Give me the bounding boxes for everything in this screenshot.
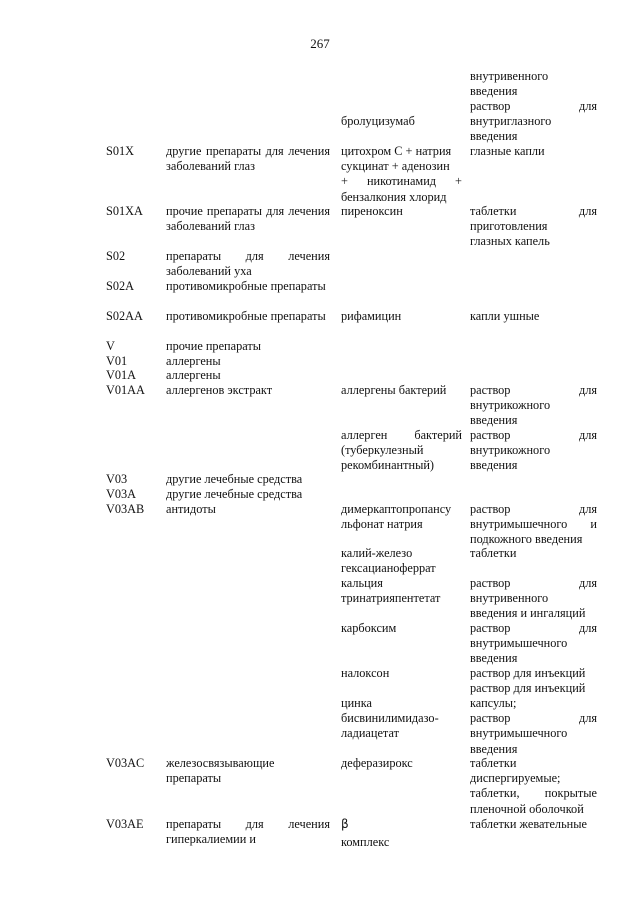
form-line: введения bbox=[470, 741, 518, 756]
form-line: раствор для bbox=[470, 383, 597, 397]
table-cell-name: препараты для лечения заболеваний уха bbox=[166, 249, 330, 279]
table-cell-drug: рифамицин bbox=[341, 309, 402, 323]
drug-line: цитохром C + натрия bbox=[341, 144, 452, 158]
form-line: пленочной оболочкой bbox=[470, 801, 584, 816]
table-cell-code: V bbox=[106, 339, 115, 353]
table-cell-form: раствор для инъекций bbox=[470, 666, 586, 680]
table-cell-drug: налоксон bbox=[341, 666, 390, 680]
table-cell-code: S02A bbox=[106, 279, 135, 293]
form-line: таблетки, покрытые bbox=[470, 786, 597, 801]
table-cell-drug: бролуцизумаб bbox=[341, 114, 415, 128]
form-line: таблетки для bbox=[470, 204, 597, 218]
table-cell-code: V03A bbox=[106, 487, 137, 501]
drug-line: бензалкония хлорид bbox=[341, 189, 447, 204]
table-cell-form bbox=[470, 576, 597, 622]
table-cell-code: V03AC bbox=[106, 756, 145, 770]
table-cell-code: S01X bbox=[106, 144, 135, 158]
form-line: введения bbox=[470, 413, 518, 428]
table-cell-form: глазные капли bbox=[470, 144, 545, 158]
table-cell-name: другие лечебные средства bbox=[166, 472, 303, 486]
table-cell-drug bbox=[341, 546, 462, 576]
form-line: приготовления bbox=[470, 219, 548, 234]
table-cell-code: V03AB bbox=[106, 502, 145, 516]
form-line: внутримышечного и bbox=[470, 517, 597, 532]
table-cell-form bbox=[470, 428, 597, 474]
table-cell-code: V01A bbox=[106, 368, 137, 382]
form-line: внутрикожного bbox=[470, 398, 551, 413]
drug-line: комплекс bbox=[341, 835, 390, 850]
table-cell-name: прочие препараты bbox=[166, 339, 262, 353]
table-cell-name: противомикробные препараты bbox=[166, 309, 326, 323]
drug-line: льфонат натрия bbox=[341, 517, 423, 532]
form-line: внутримышечного bbox=[470, 636, 568, 651]
form-line: внутривенного bbox=[470, 591, 549, 606]
form-line: раствор для bbox=[470, 576, 597, 590]
form-line: таблетки bbox=[470, 756, 517, 770]
beta-symbol: β bbox=[341, 817, 349, 831]
table-cell-drug: пиреноксин bbox=[341, 204, 403, 218]
drug-line: кальция bbox=[341, 576, 383, 590]
form-line: раствор для bbox=[470, 711, 597, 726]
form-line: диспергируемые; bbox=[470, 771, 561, 786]
form-line: введения bbox=[470, 458, 518, 473]
table-cell-form bbox=[470, 696, 597, 757]
table-cell-form: таблетки жевательные bbox=[470, 817, 587, 831]
table-cell-form: капли ушные bbox=[470, 309, 540, 323]
table-cell-form bbox=[470, 204, 597, 250]
form-line: внутривенного bbox=[470, 69, 549, 83]
table-cell-name: препараты для лечения гиперкалиемии и bbox=[166, 817, 330, 847]
table-cell-drug: аллергены бактерий bbox=[341, 383, 447, 397]
table-cell-name: противомикробные препараты bbox=[166, 279, 326, 293]
form-line: раствор для bbox=[470, 621, 597, 635]
table-cell-form: таблетки bbox=[470, 546, 517, 560]
table-cell-name: другие лечебные средства bbox=[166, 487, 303, 501]
drug-line: бисвинилимидазо- bbox=[341, 711, 439, 726]
table-cell-form bbox=[470, 502, 597, 548]
name-line: железосвязывающие bbox=[166, 756, 275, 770]
table-cell-name: другие препараты для лечения заболеваний глаз bbox=[166, 144, 330, 174]
table-cell-form: раствор для инъекций bbox=[470, 681, 586, 695]
table-cell-form bbox=[470, 383, 597, 429]
drug-line: сукцинат + аденозин bbox=[341, 159, 450, 174]
table-cell-name: прочие препараты для лечения заболеваний глаз bbox=[166, 204, 330, 234]
drug-line: цинка bbox=[341, 696, 372, 710]
drug-line: димеркаптопропансу bbox=[341, 502, 452, 516]
table-cell-name bbox=[166, 756, 330, 786]
drug-line: рекомбинантный) bbox=[341, 458, 435, 473]
table-cell-code: S01XA bbox=[106, 204, 143, 218]
table-cell-code: S02AA bbox=[106, 309, 143, 323]
name-line: препараты bbox=[166, 771, 222, 786]
table-cell-code: V01AA bbox=[106, 383, 145, 397]
table-cell-name: антидоты bbox=[166, 502, 216, 516]
form-line: введения bbox=[470, 651, 518, 666]
drug-line: + никотинамид + bbox=[341, 174, 462, 189]
drug-line: калий-железо bbox=[341, 546, 413, 560]
table-cell-form bbox=[470, 756, 597, 817]
table-cell-drug: деферазирокс bbox=[341, 756, 413, 770]
table-cell-drug bbox=[341, 817, 462, 850]
drug-line: (туберкулезный bbox=[341, 443, 424, 458]
table-cell-drug bbox=[341, 428, 462, 474]
table-cell-form bbox=[470, 69, 597, 99]
table-cell-drug bbox=[341, 144, 462, 205]
table-cell-drug bbox=[341, 576, 462, 606]
form-line: введения bbox=[470, 129, 518, 144]
form-line: внутримышечного bbox=[470, 726, 568, 741]
table-cell-form bbox=[470, 621, 597, 667]
table-cell-code: S02 bbox=[106, 249, 126, 263]
drug-line: ладиацетат bbox=[341, 726, 399, 741]
form-line: раствор для bbox=[470, 99, 597, 113]
form-line: введения и ингаляций bbox=[470, 606, 586, 621]
table-cell-name: аллергены bbox=[166, 354, 221, 368]
table-cell-code: V03AE bbox=[106, 817, 144, 831]
table-cell-form bbox=[470, 99, 597, 145]
form-line: внутриглазного bbox=[470, 114, 552, 129]
form-line: раствор для bbox=[470, 502, 597, 516]
table-cell-drug bbox=[341, 696, 462, 742]
form-line: капсулы; bbox=[470, 696, 517, 710]
table-cell-drug: карбоксим bbox=[341, 621, 397, 635]
table-cell-name: аллергены bbox=[166, 368, 221, 382]
form-line: подкожного введения bbox=[470, 532, 583, 547]
form-line: внутрикожного bbox=[470, 443, 551, 458]
form-line: введения bbox=[470, 84, 518, 99]
drug-line: аллерген бактерий bbox=[341, 428, 462, 442]
table-cell-name: аллергенов экстракт bbox=[166, 383, 273, 397]
form-line: глазных капель bbox=[470, 234, 550, 249]
table-cell-code: V03 bbox=[106, 472, 128, 486]
page-number: 267 bbox=[310, 36, 330, 51]
drug-line: тринатрияпентетат bbox=[341, 591, 441, 606]
form-line: раствор для bbox=[470, 428, 597, 442]
drug-line: гексацианоферрат bbox=[341, 561, 436, 576]
table-cell-drug bbox=[341, 502, 462, 532]
table-cell-code: V01 bbox=[106, 354, 128, 368]
